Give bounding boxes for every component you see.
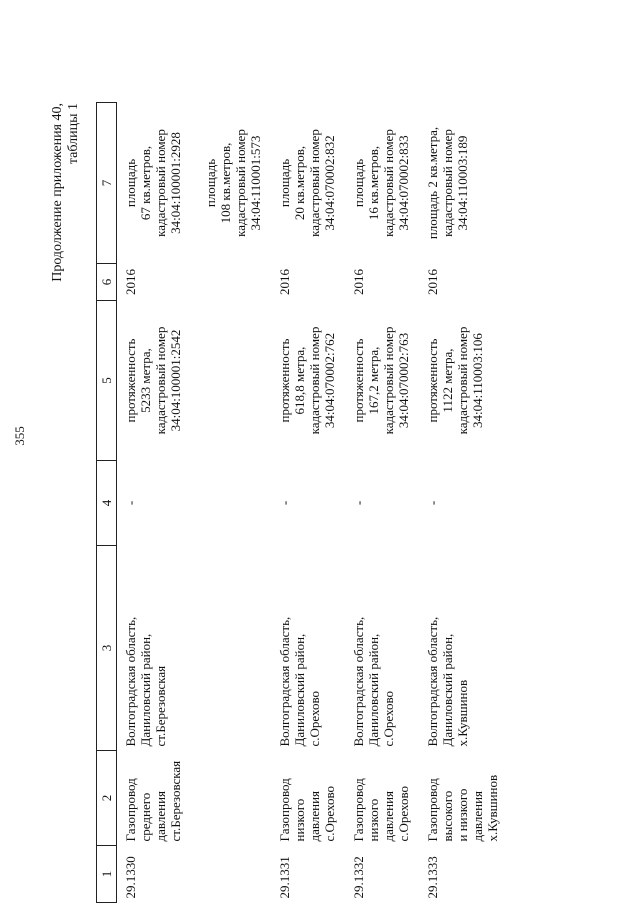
- cell-line: кадастровый номер: [455, 326, 470, 435]
- length-cell: [341, 301, 415, 461]
- document-sheet: [50, 103, 514, 903]
- cell-line: 34:04:100001:2928: [168, 132, 183, 234]
- cell-line: кадастровый номер: [381, 326, 396, 435]
- cell-line: 34:04:110003:189: [455, 135, 470, 231]
- length-cell: [117, 301, 268, 461]
- cell-line: 167,2 метра,: [366, 346, 381, 415]
- length-cell: [267, 301, 341, 461]
- cell-line: Волгоградская область,: [425, 616, 440, 747]
- cell-line: с.Орехово: [322, 785, 337, 842]
- column-header: 5: [97, 301, 117, 461]
- row-number-cell: 29.1330: [123, 856, 138, 899]
- area-cell: [117, 103, 268, 264]
- cell-line: Волгоградская область,: [123, 616, 138, 747]
- cell-line: 67 кв.метров,: [138, 145, 153, 221]
- cell-line: 34:04:110003:106: [470, 333, 485, 428]
- cell-line: давления: [153, 790, 168, 842]
- register-table: [96, 102, 504, 903]
- address-cell: [341, 546, 415, 751]
- area-cell: [341, 103, 415, 264]
- cell-line: кадастровый номер: [307, 129, 322, 237]
- year-cell: 2016: [277, 269, 292, 295]
- table-row: [415, 103, 504, 903]
- cell-line: Газопровод среднего: [123, 778, 153, 842]
- cell-line: Даниловский район,: [292, 633, 307, 747]
- cell-line: протяженность: [277, 338, 292, 423]
- cell-line: 108 кв.метров,: [218, 142, 233, 224]
- cell-line: Газопровод высокого: [425, 778, 455, 842]
- cell-line: 34:04:070002:763: [396, 332, 411, 429]
- cell-line: Даниловский район,: [366, 633, 381, 747]
- column-header: 2: [97, 751, 117, 846]
- cell-line: кадастровый номер: [307, 326, 322, 435]
- row-number-cell: 29.1331: [277, 856, 292, 899]
- address-cell: [415, 546, 504, 751]
- cell-line: площадь: [351, 158, 366, 208]
- cell-line: 34:04:070002:833: [396, 135, 411, 231]
- cell-line: давления: [381, 790, 396, 842]
- area-cell: [267, 103, 341, 264]
- row-number-cell: 29.1332: [351, 856, 366, 899]
- year-cell: 2016: [425, 269, 440, 295]
- cell-line: 34:04:100001:2542: [168, 329, 183, 432]
- cell-line: протяженность: [351, 338, 366, 423]
- length-cell: [415, 301, 504, 461]
- cell-line: площадь: [277, 158, 292, 208]
- cell-line: кадастровый номер: [233, 129, 248, 237]
- cell-line: и низкого давления: [455, 788, 485, 842]
- cell-line: Волгоградская область,: [277, 616, 292, 747]
- area-cell: [415, 103, 504, 264]
- address-cell: [267, 546, 341, 751]
- page-number: 355: [12, 426, 27, 446]
- cell-line: давления: [307, 790, 322, 842]
- object-name-cell: [117, 751, 268, 846]
- column-header: 7: [97, 103, 117, 264]
- column-4-cell: -: [351, 500, 366, 506]
- cell-line: 34:04:070002:762: [322, 332, 337, 429]
- cell-line: Газопровод низкого: [351, 778, 381, 842]
- cell-line: с.Орехово: [396, 785, 411, 842]
- address-cell: [117, 546, 268, 751]
- cell-line: с.Орехово: [307, 690, 322, 747]
- cell-line: ст.Березовская: [168, 760, 183, 842]
- cell-line: площадь: [203, 158, 218, 208]
- object-name-cell: [341, 751, 415, 846]
- cell-line: 20 кв.метров,: [292, 145, 307, 221]
- year-cell: 2016: [351, 269, 366, 295]
- table-header-row: [97, 103, 117, 903]
- row-number-cell: 29.1333: [425, 856, 440, 899]
- cell-line: Даниловский район,: [138, 633, 153, 747]
- column-header: 4: [97, 461, 117, 546]
- cell-line: кадастровый номер: [440, 129, 455, 237]
- cell-line: 1122 метра,: [440, 348, 455, 413]
- cell-line: 34:04:110001:573: [248, 135, 263, 231]
- table-body: [117, 103, 505, 903]
- cell-line: площадь 2 кв.метра,: [425, 126, 440, 240]
- table-row: [267, 103, 341, 903]
- continuation-line-1: Продолжение приложения 40,: [50, 103, 65, 282]
- cell-line: 5233 метра,: [138, 348, 153, 413]
- year-cell: 2016: [123, 269, 138, 295]
- cell-line: Даниловский район,: [440, 633, 455, 747]
- cell-line: ст.Березовская: [153, 665, 168, 747]
- table-row: [117, 103, 268, 903]
- cell-line: Волгоградская область,: [351, 616, 366, 747]
- cell-line: кадастровый номер: [381, 129, 396, 237]
- table-row: [341, 103, 415, 903]
- object-name-cell: [267, 751, 341, 846]
- cell-line: с.Орехово: [381, 690, 396, 747]
- continuation-line-2: таблицы 1: [66, 103, 81, 165]
- cell-line: 16 кв.метров,: [366, 145, 381, 221]
- cell-line: 618,8 метра,: [292, 346, 307, 415]
- cell-line: х.Кувшинов: [485, 774, 500, 842]
- continuation-heading: [50, 103, 82, 282]
- cell-line: х.Кувшинов: [455, 679, 470, 747]
- cell-line: протяженность: [425, 338, 440, 423]
- column-4-cell: -: [425, 500, 440, 506]
- column-4-cell: -: [277, 500, 292, 506]
- cell-line: Газопровод низкого: [277, 778, 307, 842]
- block-spacer: [183, 107, 203, 260]
- column-4-cell: -: [123, 500, 138, 506]
- cell-line: кадастровый номер: [153, 129, 168, 237]
- cell-line: 34:04:070002:832: [322, 135, 337, 231]
- cell-line: протяженность: [123, 338, 138, 423]
- column-header: 6: [97, 264, 117, 301]
- column-header: 3: [97, 546, 117, 751]
- object-name-cell: [415, 751, 504, 846]
- cell-line: площадь: [123, 158, 138, 208]
- column-header: 1: [97, 846, 117, 903]
- cell-line: кадастровый номер: [153, 326, 168, 435]
